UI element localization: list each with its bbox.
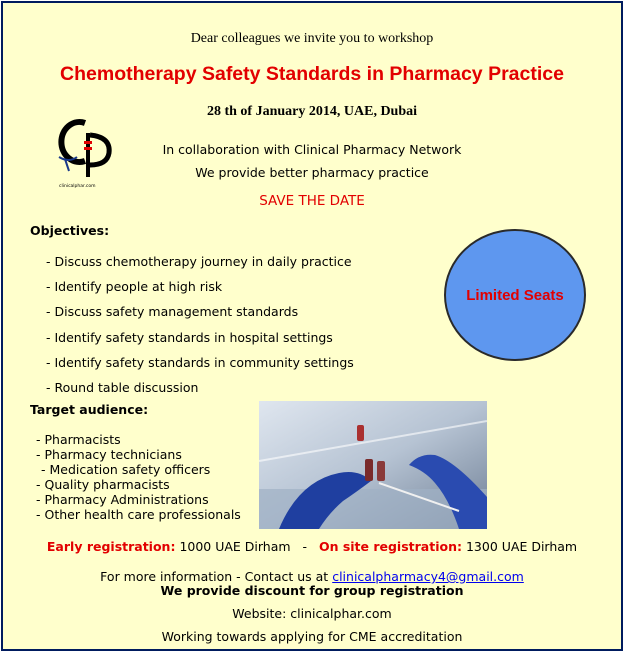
audience-heading: Target audience: [30, 402, 149, 417]
onsite-registration-label: On site registration: [318, 539, 462, 554]
website-line: Website: clinicalphar.com [232, 606, 392, 621]
greeting: Dear colleagues we invite you to workshop [190, 31, 434, 46]
badge-label: Limited Seats [466, 286, 564, 304]
registration-line [3, 539, 621, 554]
tagline: We provide better pharmacy practice [195, 165, 429, 180]
objective-item: - Discuss chemotherapy journey in daily practice [46, 254, 352, 269]
page-title: Chemotherapy Safety Standards in Pharmacy Practice [60, 63, 564, 85]
objective-item: - Round table discussion [46, 380, 199, 395]
audience-item: - Medication safety officers [41, 462, 211, 477]
early-registration-price: 1000 UAE Dirham [179, 539, 291, 554]
audience-item: - Pharmacists [36, 432, 121, 447]
audience-item: - Pharmacy technicians [36, 447, 182, 462]
save-the-date: SAVE THE DATE [259, 193, 365, 209]
group-discount: We provide discount for group registration [160, 583, 464, 598]
onsite-registration-price: 1300 UAE Dirham [465, 539, 578, 554]
audience-item: - Pharmacy Administrations [36, 492, 209, 507]
objective-item: - Identify people at high risk [46, 279, 223, 294]
objective-item: - Discuss safety management standards [46, 304, 299, 319]
contact-prefix: For more information - Contact us at [100, 569, 329, 584]
objectives-heading: Objectives: [30, 223, 110, 238]
objective-item: - Identify safety standards in community settings [46, 355, 354, 370]
collaboration-line: In collaboration with Clinical Pharmacy Network [162, 142, 462, 157]
limited-seats-badge [444, 229, 586, 361]
lab-photo [259, 401, 487, 529]
cme-line: Working towards applying for CME accreditation [161, 629, 463, 644]
photo-vial-1 [365, 459, 373, 481]
audience-item: - Other health care professionals [36, 507, 241, 522]
contact-line [3, 569, 621, 584]
lab-photo-graphic [259, 401, 487, 529]
email-link[interactable]: clinicalpharmacy4@gmail.com [332, 569, 524, 584]
flyer [1, 1, 623, 651]
early-registration-label: Early registration: [46, 539, 176, 554]
audience-item: - Quality pharmacists [36, 477, 170, 492]
photo-vial-3 [357, 425, 364, 441]
logo-caption: clinicalphar.com [59, 184, 96, 189]
objective-item: - Identify safety standards in hospital settings [46, 330, 333, 345]
event-date: 28 th of January 2014, UAE, Dubai [206, 104, 418, 119]
photo-vial-2 [377, 461, 385, 481]
registration-separator: - [302, 539, 308, 554]
